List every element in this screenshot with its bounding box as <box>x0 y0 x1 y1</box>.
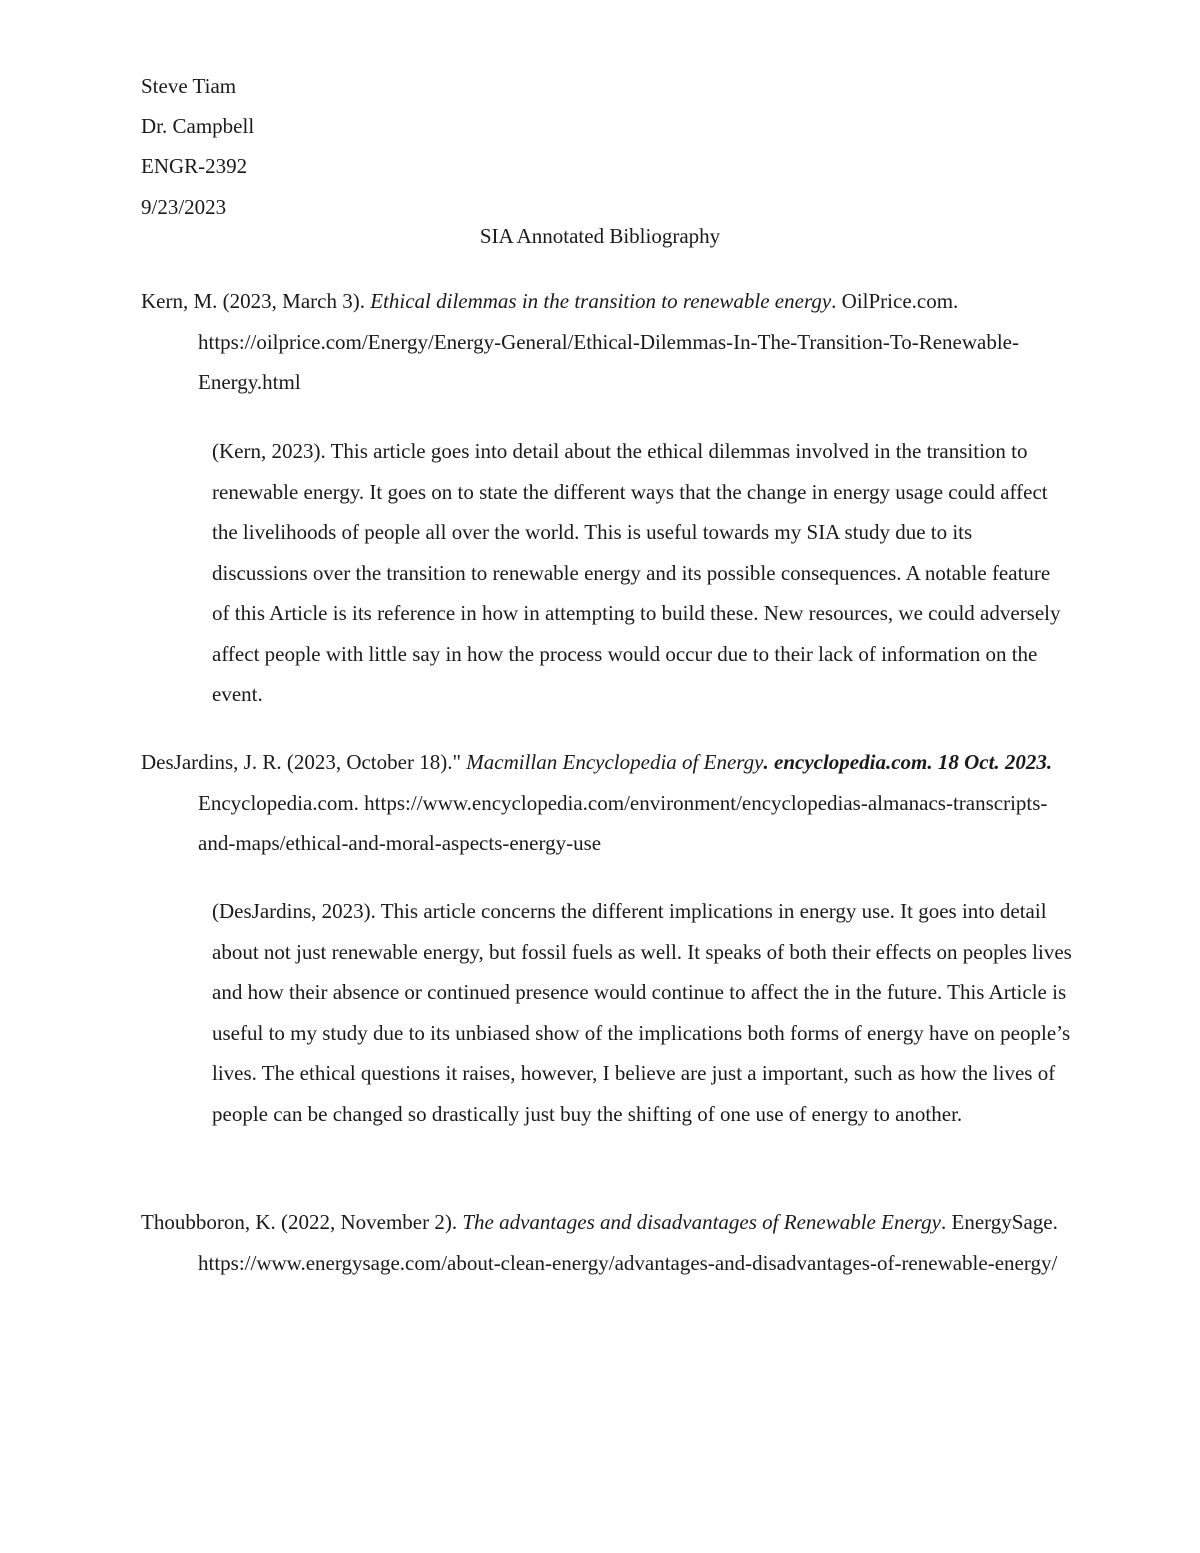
citation-desjardins <box>141 742 1071 864</box>
annotation-kern: (Kern, 2023). This article goes into detail about the ethical dilemmas involved in the transition to renewable energy. It goes on to state the different ways that the change in energy usage could affect the livelihoods of people all over the world. This is useful towards my SIA study due to its discussions over the transition to renewable energy and its possible consequences. A notable feature of this Article is its reference in how in attempting to build these. New resources, we could adversely affect people with little say in how the process would occur due to their lack of information on the event. <box>212 439 1061 706</box>
citation-kern <box>141 281 1071 403</box>
document-date: 9/23/2023 <box>141 195 227 219</box>
citation-author-date: Thoubboron, K. (2022, November 2). <box>141 1210 463 1234</box>
instructor-name: Dr. Campbell <box>141 114 255 138</box>
citation-title: Macmillan Encyclopedia of Energy <box>466 750 764 774</box>
citation-thoubboron <box>141 1202 1071 1283</box>
annotation-desjardins: (DesJardins, 2023). This article concerns the different implications in energy use. It goes into detail about not just renewable energy, but fossil fuels as well. It speaks of both their effects on peoples lives and how their absence or continued presence would continue to affect the in the future. This Article is useful to my study due to its unbiased show of the implications both forms of energy have on people’s lives. The ethical questions it raises, however, I believe are just a important, such as how the lives of people can be changed so drastically just buy the shifting of one use of energy to another. <box>212 899 1072 1126</box>
citation-source: . EnergySage. https://www.energysage.com/about-clean-energy/advantages-and-disadvantages-of-renewable-energy/ <box>198 1210 1058 1275</box>
citation-author-date: DesJardins, J. R. (2023, October 18)." <box>141 750 467 774</box>
citation-source: Encyclopedia.com. https://www.encyclopedia.com/environment/encyclopedias-almanacs-transcripts-and-maps/ethical-and-moral-aspects-energy-use <box>198 790 1048 855</box>
citation-title: Ethical dilemmas in the transition to renewable energy <box>370 289 832 313</box>
citation-source: . OilPrice.com. https://oilprice.com/Energy/Energy-General/Ethical-Dilemmas-In-The-Transition-To-Renewable-Energy.html <box>198 289 1019 394</box>
course-code: ENGR-2392 <box>141 154 248 178</box>
author-name: Steve Tiam <box>141 74 237 98</box>
citation-author-date: Kern, M. (2023, March 3). <box>141 289 371 313</box>
page-title: SIA Annotated Bibliography <box>479 224 721 248</box>
citation-title: The advantages and disadvantages of Renewable Energy <box>462 1210 941 1234</box>
citation-title-extra: . encyclopedia.com. 18 Oct. 2023. <box>763 750 1053 774</box>
